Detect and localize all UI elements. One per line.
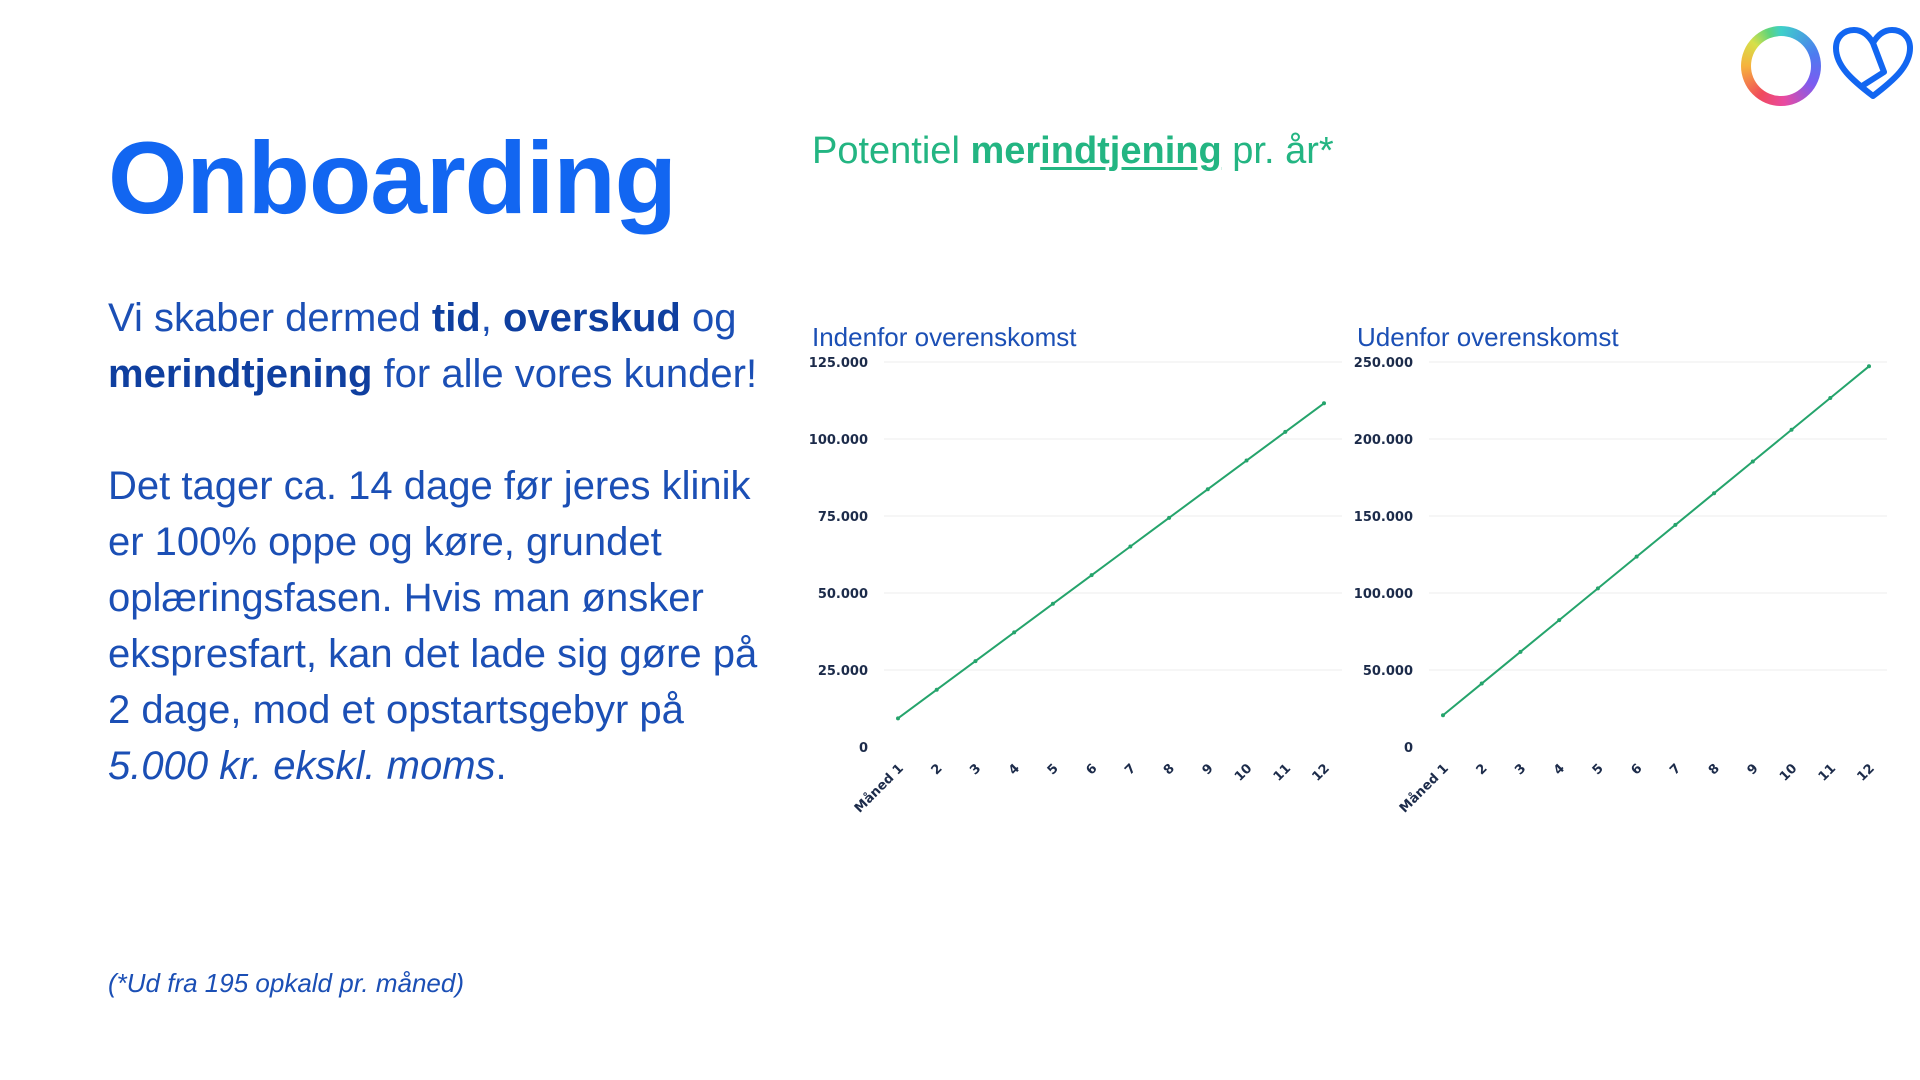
data-point bbox=[1322, 401, 1326, 405]
x-tick-label: 12 bbox=[1854, 761, 1878, 785]
detail-italic-price: 5.000 kr. ekskl. moms bbox=[108, 744, 496, 788]
detail-text-1: Det tager ca. 14 dage før jeres klinik er 100% oppe og køre, grundet oplæringsfasen. Hvis man ønsker ekspresfart, kan det lade sig gøre på 2 dage, mod et opstartsgebyr på bbox=[108, 464, 758, 732]
chart-title: Udenfor overenskomst bbox=[1357, 322, 1619, 352]
chart-indenfor bbox=[808, 318, 1352, 838]
x-tick-label: 7 bbox=[1667, 761, 1685, 779]
data-point bbox=[1012, 630, 1016, 634]
x-tick-label: 2 bbox=[928, 761, 946, 779]
chart-title: Indenfor overenskomst bbox=[812, 322, 1077, 352]
x-tick-label: 10 bbox=[1776, 761, 1801, 785]
data-point bbox=[1790, 428, 1794, 432]
data-point bbox=[1557, 618, 1561, 622]
chart-udenfor-svg bbox=[1353, 318, 1897, 838]
body-text bbox=[108, 290, 768, 794]
x-tick-label: 10 bbox=[1231, 761, 1256, 785]
y-tick-label: 250.000 bbox=[1353, 356, 1413, 371]
y-tick-label: 100.000 bbox=[1353, 587, 1413, 602]
charts-heading-bold bbox=[970, 130, 1221, 172]
heart-logo-icon bbox=[1832, 26, 1914, 102]
charts-heading-text-2: pr. år* bbox=[1221, 130, 1334, 172]
detail-text-2: . bbox=[495, 744, 507, 788]
y-tick-label: 125.000 bbox=[808, 356, 868, 371]
data-point bbox=[1128, 544, 1132, 548]
y-tick-label: 75.000 bbox=[817, 510, 868, 525]
data-point bbox=[973, 659, 977, 663]
footnote: (*Ud fra 195 opkald pr. måned) bbox=[108, 968, 465, 998]
data-point bbox=[1712, 491, 1716, 495]
data-point bbox=[1867, 364, 1871, 368]
data-point bbox=[1673, 523, 1677, 527]
y-tick-label: 25.000 bbox=[817, 664, 868, 679]
intro-paragraph bbox=[108, 290, 768, 402]
data-point bbox=[1518, 650, 1522, 654]
x-tick-label: 3 bbox=[1512, 761, 1530, 779]
data-point bbox=[1051, 602, 1055, 606]
data-point bbox=[1751, 459, 1755, 463]
logo-area bbox=[0, 12, 1920, 102]
data-point bbox=[1441, 713, 1445, 717]
intro-bold-overskud: overskud bbox=[502, 296, 681, 340]
x-tick-label: 9 bbox=[1744, 761, 1762, 779]
x-tick-label: 3 bbox=[967, 761, 985, 779]
chart-indenfor-svg bbox=[808, 318, 1352, 838]
series-line bbox=[1443, 366, 1869, 715]
chart-udenfor bbox=[1353, 318, 1897, 838]
data-point bbox=[1635, 555, 1639, 559]
x-tick-label: Måned 1 bbox=[851, 761, 907, 817]
ring-logo-icon bbox=[1741, 26, 1821, 106]
intro-text-4: for alle vores kunder! bbox=[372, 352, 758, 396]
intro-bold-merindtjening: merindtjening bbox=[108, 352, 373, 396]
y-tick-label: 150.000 bbox=[1353, 510, 1413, 525]
intro-text-2: , bbox=[480, 296, 503, 340]
y-tick-label: 100.000 bbox=[808, 433, 868, 448]
data-point bbox=[1090, 573, 1094, 577]
x-tick-label: Måned 1 bbox=[1396, 761, 1452, 817]
y-tick-label: 0 bbox=[1403, 741, 1413, 756]
x-tick-label: 7 bbox=[1122, 761, 1140, 779]
intro-text-3: og bbox=[680, 296, 737, 340]
x-tick-label: 6 bbox=[1628, 761, 1646, 779]
data-point bbox=[1167, 516, 1171, 520]
intro-bold-tid: tid bbox=[431, 296, 481, 340]
x-tick-label: 5 bbox=[1589, 761, 1607, 779]
x-tick-label: 8 bbox=[1160, 761, 1178, 779]
y-tick-label: 200.000 bbox=[1353, 433, 1413, 448]
charts-heading-underlined: indtjening bbox=[1040, 130, 1222, 172]
x-tick-label: 12 bbox=[1309, 761, 1333, 785]
data-point bbox=[1480, 682, 1484, 686]
data-point bbox=[1245, 459, 1249, 463]
data-point bbox=[1596, 586, 1600, 590]
y-tick-label: 50.000 bbox=[1362, 664, 1413, 679]
charts-heading bbox=[812, 130, 1334, 173]
x-tick-label: 4 bbox=[1551, 761, 1569, 779]
y-tick-label: 50.000 bbox=[817, 587, 868, 602]
x-tick-label: 9 bbox=[1199, 761, 1217, 779]
data-point bbox=[1283, 430, 1287, 434]
data-point bbox=[896, 716, 900, 720]
page-title: Onboarding bbox=[108, 121, 676, 235]
intro-text-1: Vi skaber dermed bbox=[108, 296, 432, 340]
detail-paragraph bbox=[108, 458, 768, 794]
series-line bbox=[898, 403, 1324, 718]
charts-heading-bold-1: mer bbox=[970, 130, 1041, 172]
data-point bbox=[1206, 487, 1210, 491]
charts-heading-text-1: Potentiel bbox=[812, 130, 971, 172]
x-tick-label: 8 bbox=[1705, 761, 1723, 779]
data-point bbox=[935, 688, 939, 692]
x-tick-label: 5 bbox=[1044, 761, 1062, 779]
x-tick-label: 4 bbox=[1006, 761, 1024, 779]
x-tick-label: 6 bbox=[1083, 761, 1101, 779]
x-tick-label: 11 bbox=[1270, 761, 1295, 785]
y-tick-label: 0 bbox=[858, 741, 868, 756]
data-point bbox=[1828, 396, 1832, 400]
x-tick-label: 11 bbox=[1815, 761, 1840, 785]
x-tick-label: 2 bbox=[1473, 761, 1491, 779]
